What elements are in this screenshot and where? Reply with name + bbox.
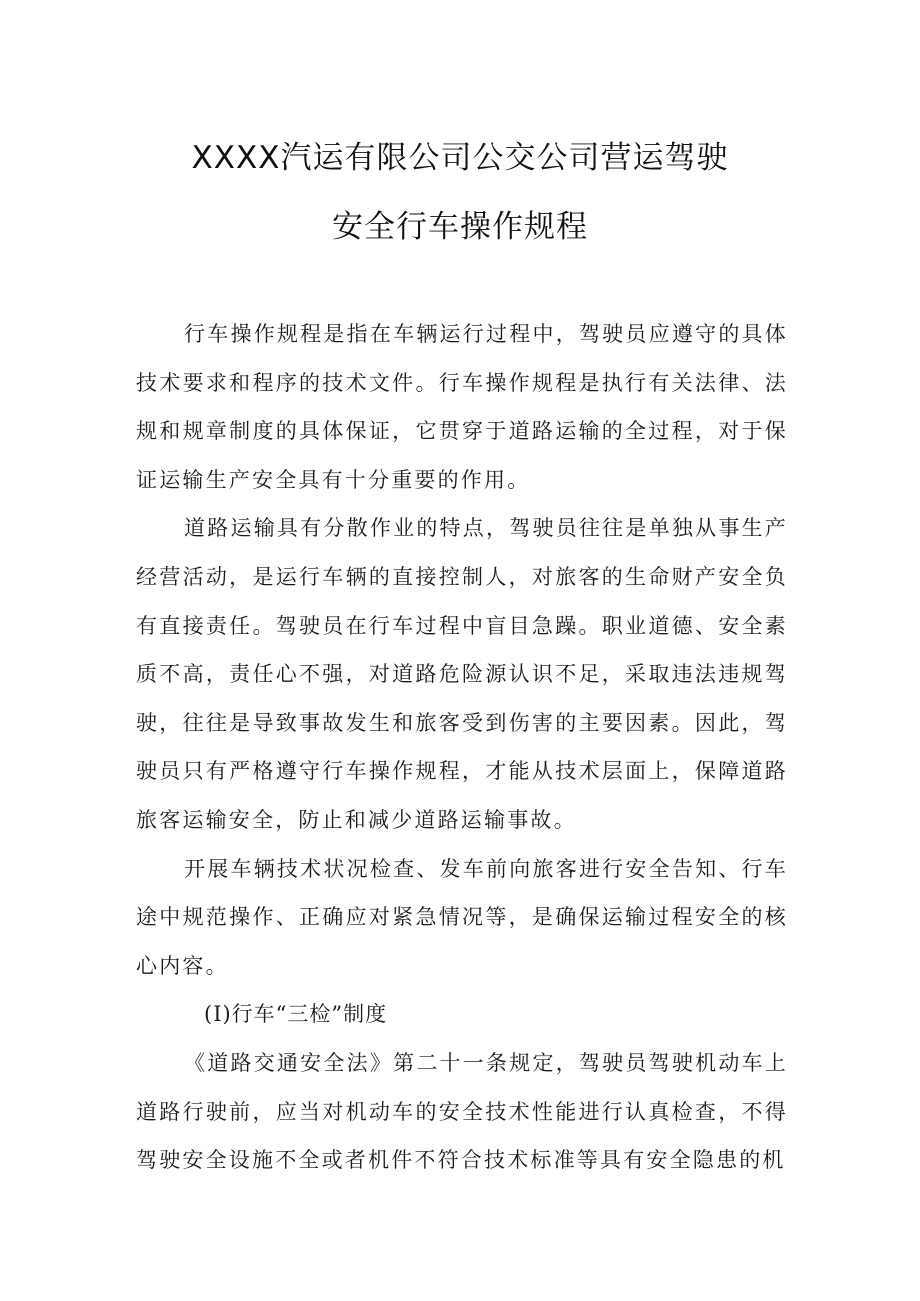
document-body — [136, 310, 788, 1185]
paragraph-law-reference: 《道路交通安全法》第二十一条规定，驾驶员驾驶机动车上道路行驶前，应当对机动车的安全技术性能进行认真检查，不得驾驶安全设施不全或者机件不符合技术标准等具有安全隐患的机 — [136, 1050, 788, 1173]
document-title-line-1: XXXX汽运有限公司公交公司营运驾驶 — [191, 140, 729, 176]
document-title-line-2: 安全行车操作规程 — [332, 209, 588, 245]
paragraph-core-content: 开展车辆技术状况检查、发车前向旅客进行安全告知、行车途中规范操作、正确应对紧急情况等，是确保运输过程安全的核心内容。 — [136, 856, 788, 978]
paragraph-characteristics: 道路运输具有分散作业的特点，驾驶员往往是单独从事生产经营活动，是运行车辆的直接控制人，对旅客的生命财产安全负有直接责任。驾驶员在行车过程中盲目急躁。职业道德、安全素质不高，责任心不强，对道路危险源认识不足，采取违法违规驾驶，往往是导致事故发生和旅客受到伤害的主要因素。因此，驾驶员只有严格遵守行车操作规程，才能从技术层面上，保障道路旅客运输安全，防止和减少道路运输事故。 — [136, 516, 788, 832]
section-heading: (I)行车“三检”制度 — [204, 1002, 388, 1027]
paragraph-intro: 行车操作规程是指在车辆运行过程中，驾驶员应遵守的具体技术要求和程序的技术文件。行车操作规程是执行有关法律、法规和规章制度的具体保证，它贯穿于道路运输的全过程，对于保证运输生产安全具有十分重要的作用。 — [136, 322, 788, 492]
